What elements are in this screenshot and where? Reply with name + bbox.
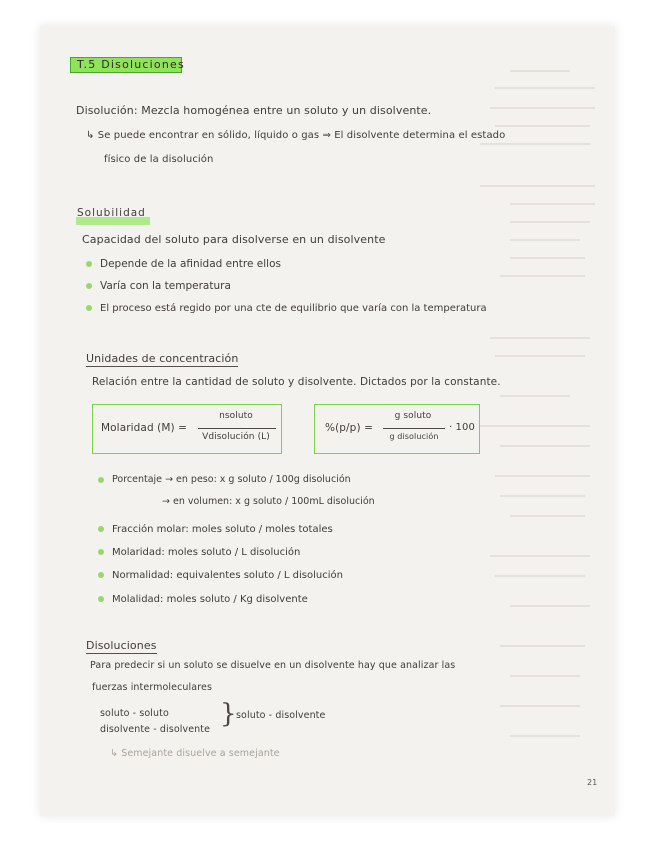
page-title: T.5 Disoluciones [77, 58, 185, 71]
bullet-dot-icon [86, 261, 92, 267]
bullet-dot-icon [86, 305, 92, 311]
definition-line: Disolución: Mezcla homogénea entre un soluto y un disolvente. [76, 104, 432, 117]
solubilidad-description: Capacidad del soluto para disolverse en un disolvente [82, 233, 386, 246]
fraction-bar [198, 428, 276, 429]
pair-result: soluto - disolvente [236, 710, 326, 721]
unidades-item: Fracción molar: moles soluto / moles totales [98, 524, 333, 535]
molaridad-formula-box [92, 404, 282, 454]
page-number: 21 [587, 778, 598, 787]
solubilidad-bullet: Depende de la afinidad entre ellos [86, 258, 281, 270]
notebook-page [40, 26, 615, 816]
bullet-dot-icon [98, 549, 104, 555]
percent-pp-formula-box [314, 404, 480, 454]
definition-note-line-1: ↳ Se puede encontrar en sólido, líquido o gas ⇒ El disolvente determina el estado [86, 130, 506, 141]
arrow-return-icon: ↳ [86, 130, 98, 141]
bullet-dot-icon [98, 526, 104, 532]
bullet-dot-icon [98, 477, 104, 483]
solubilidad-bullet: El proceso está regido por una cte de equilibrio que varía con la temperatura [86, 303, 487, 314]
disoluciones-note: ↳ Semejante disuelve a semejante [110, 748, 280, 759]
unidades-item: Normalidad: equivalentes soluto / L disolución [98, 570, 343, 581]
pair-disolvente-disolvente: disolvente - disolvente [100, 724, 211, 735]
molaridad-denominator: Vdisolución (L) [202, 432, 270, 442]
disoluciones-line-1: Para predecir si un soluto se disuelve en un disolvente hay que analizar las [90, 660, 456, 671]
disoluciones-heading: Disoluciones [86, 639, 157, 652]
porcentaje-item: Porcentaje → en peso: x g soluto / 100g disolución [98, 474, 351, 485]
pp-numerator: g soluto [394, 411, 432, 421]
definition-note-line-2: físico de la disolución [104, 154, 214, 165]
pp-denominator: g disolución [389, 432, 439, 441]
porcentaje-volumen: → en volumen: x g soluto / 100mL disolución [162, 496, 375, 507]
arrow-return-icon: ↳ [110, 748, 122, 759]
molaridad-numerator: nsoluto [219, 411, 253, 421]
pp-label: %(p/p) = [325, 422, 373, 434]
solubilidad-bullet: Varía con la temperatura [86, 280, 231, 292]
unidades-item: Molalidad: moles soluto / Kg disolvente [98, 594, 308, 605]
bullet-dot-icon [86, 283, 92, 289]
disoluciones-line-2: fuerzas intermoleculares [92, 682, 213, 693]
brace-icon: } [220, 699, 237, 729]
bullet-dot-icon [98, 596, 104, 602]
fraction-bar [383, 428, 445, 429]
molaridad-label: Molaridad (M) = [101, 422, 188, 434]
pp-tail: · 100 [449, 422, 475, 433]
bullet-dot-icon [98, 572, 104, 578]
unidades-description: Relación entre la cantidad de soluto y disolvente. Dictados por la constante. [92, 376, 501, 388]
unidades-heading: Unidades de concentración [86, 352, 239, 365]
solubilidad-heading: Solubilidad [77, 207, 146, 219]
pair-soluto-soluto: soluto - soluto [100, 708, 169, 719]
unidades-item: Molaridad: moles soluto / L disolución [98, 547, 300, 558]
